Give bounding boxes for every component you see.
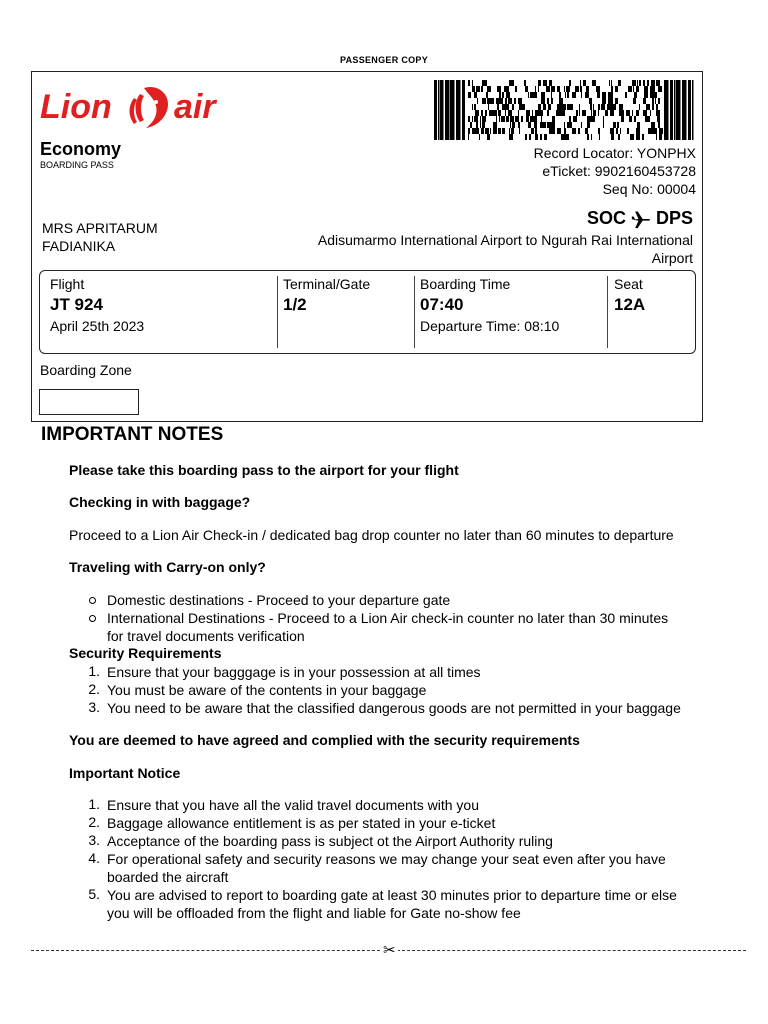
passenger-name <box>42 219 262 255</box>
svg-text:air: air <box>174 88 216 126</box>
notice-item: you will be offloaded from the flight and liable for Gate no-show fee <box>107 905 521 921</box>
route-line-2: Airport <box>651 250 693 266</box>
passenger-name-line1: MRS APRITARUM <box>42 220 158 236</box>
notes-title: IMPORTANT NOTES <box>41 424 224 445</box>
list-number: 2. <box>88 814 100 830</box>
scissors-icon: ✂ <box>383 942 396 959</box>
flight-date: April 25th 2023 <box>50 318 145 334</box>
seat-value: 12A <box>614 295 646 314</box>
notice-item: For operational safety and security reasons we may change your seat even after you have <box>107 851 666 867</box>
notice-item: Ensure that you have all the valid travel documents with you <box>107 797 479 813</box>
lion-air-logo <box>38 80 258 136</box>
flight-label: Flight <box>50 276 85 292</box>
route-codes <box>587 208 693 229</box>
notice-item: boarded the aircraft <box>107 869 229 885</box>
terminal-value: 1/2 <box>283 295 307 314</box>
flight-number: JT 924 <box>50 295 103 314</box>
list-number: 5. <box>88 886 100 902</box>
boarding-zone-box <box>39 389 139 415</box>
notice-title: Important Notice <box>69 765 181 781</box>
seat-column <box>614 270 694 348</box>
baggage-question: Checking in with baggage? <box>69 494 251 510</box>
record-locator: Record Locator: YONPHX <box>533 145 696 161</box>
security-title: Security Requirements <box>69 645 222 661</box>
carryon-question: Traveling with Carry-on only? <box>69 559 266 575</box>
cabin-class: Economy <box>40 139 122 159</box>
passenger-copy-label: PASSENGER COPY <box>339 55 429 65</box>
notice-item: Baggage allowance entitlement is as per stated in your e-ticket <box>107 815 496 831</box>
airplane-icon <box>630 209 652 229</box>
security-item: You must be aware of the contents in your baggage <box>107 682 427 698</box>
list-number: 4. <box>88 850 100 866</box>
departure-time: Departure Time: 08:10 <box>420 318 560 334</box>
terminal-column <box>283 270 411 348</box>
notice-item: Acceptance of the boarding pass is subject ot the Airport Authority ruling <box>107 833 553 849</box>
agreed-note: You are deemed to have agreed and complied with the security requirements <box>69 732 580 748</box>
terminal-label: Terminal/Gate <box>283 276 371 292</box>
seat-label: Seat <box>614 276 643 292</box>
list-number: 2. <box>88 681 100 697</box>
take-pass-note: Please take this boarding pass to the airport for your flight <box>69 462 459 478</box>
security-item: Ensure that your bagggage is in your possession at all times <box>107 664 481 680</box>
passenger-name-line2: FADIANIKA <box>42 238 116 254</box>
baggage-answer: Proceed to a Lion Air Check-in / dedicated bag drop counter no later than 60 minutes to departure <box>69 527 674 543</box>
carryon-item: for travel documents verification <box>107 628 305 644</box>
boarding-label: Boarding Time <box>420 276 511 292</box>
pdf417-barcode <box>434 80 696 140</box>
list-number: 3. <box>88 832 100 848</box>
list-number: 3. <box>88 699 100 715</box>
svg-text:Lion: Lion <box>40 88 112 126</box>
route-description <box>260 231 693 267</box>
divider <box>277 276 278 348</box>
list-number: 1. <box>88 663 100 679</box>
carryon-item: International Destinations - Proceed to a Lion Air check-in counter no later than 30 minutes <box>107 610 669 626</box>
boarding-column <box>420 270 605 348</box>
divider <box>607 276 608 348</box>
notice-item: You are advised to report to boarding gate at least 30 minutes prior to departure time or else <box>107 887 677 903</box>
boarding-pass-label: BOARDING PASS <box>40 160 114 170</box>
sequence-number: Seq No: 00004 <box>602 181 696 197</box>
eticket-number: eTicket: 9902160453728 <box>542 163 696 179</box>
boarding-zone-label: Boarding Zone <box>40 362 132 378</box>
bullet-icon <box>89 597 96 604</box>
boarding-time: 07:40 <box>420 295 464 314</box>
route-line-1: Adisumarmo International Airport to Ngurah Rai International <box>317 232 693 248</box>
carryon-item: Domestic destinations - Proceed to your departure gate <box>107 592 451 608</box>
divider <box>414 276 415 348</box>
security-item: You need to be aware that the classified dangerous goods are not permitted in your baggage <box>107 700 681 716</box>
origin-code: SOC <box>586 208 626 228</box>
destination-code: DPS <box>655 208 693 228</box>
bullet-icon <box>89 615 96 622</box>
flight-column <box>50 270 270 348</box>
list-number: 1. <box>88 796 100 812</box>
